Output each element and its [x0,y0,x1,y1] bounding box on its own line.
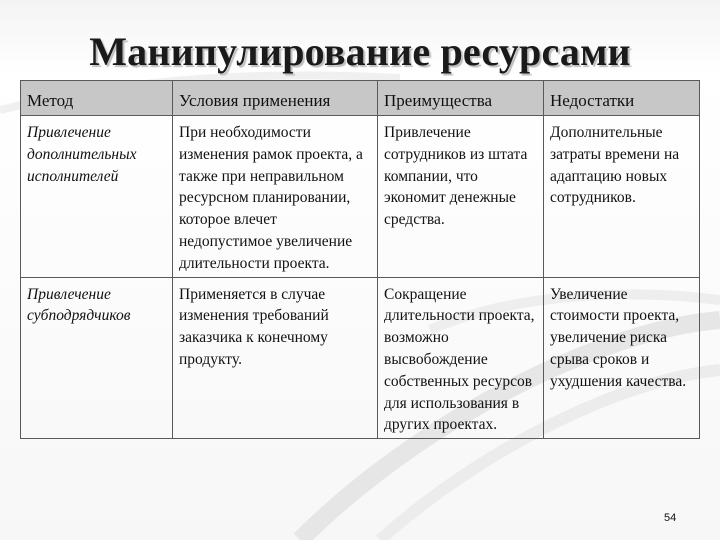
row-conditions: Применяется в случае изменения требований заказчика к конечному продукту. [173,277,378,439]
table-row [21,277,700,439]
row-conditions: При необходимости изменения рамок проекта, а также при неправильном ресурсном планировании, которое влечет недопустимое увеличение длительности проекта. [173,116,378,278]
table-header-row [21,81,700,116]
resources-table [20,80,700,439]
header-advantages: Преимущества [378,81,544,116]
slide-title: Манипулирование ресурсами [89,29,631,74]
row-disadvantages: Дополнительные затраты времени на адаптацию новых сотрудников. [544,116,700,278]
header-disadvantages: Недостатки [544,81,700,116]
row-disadvantages: Увеличение стоимости проекта, увеличение риска срыва сроков и ухудшения качества. [544,277,700,439]
row-advantages: Привлечение сотрудников из штата компании, что экономит денежные средства. [378,116,544,278]
row-advantages: Сокращение длительности проекта, возможно высвобождение собственных ресурсов для использования в других проектах. [378,277,544,439]
table-row [21,116,700,278]
row-method: Привлечение субподрядчиков [21,277,173,439]
row-method: Привлечение дополнительных исполнителей [21,116,173,278]
header-method: Метод [21,81,173,116]
page-number: 54 [664,512,677,524]
header-conditions: Условия применения [173,81,378,116]
